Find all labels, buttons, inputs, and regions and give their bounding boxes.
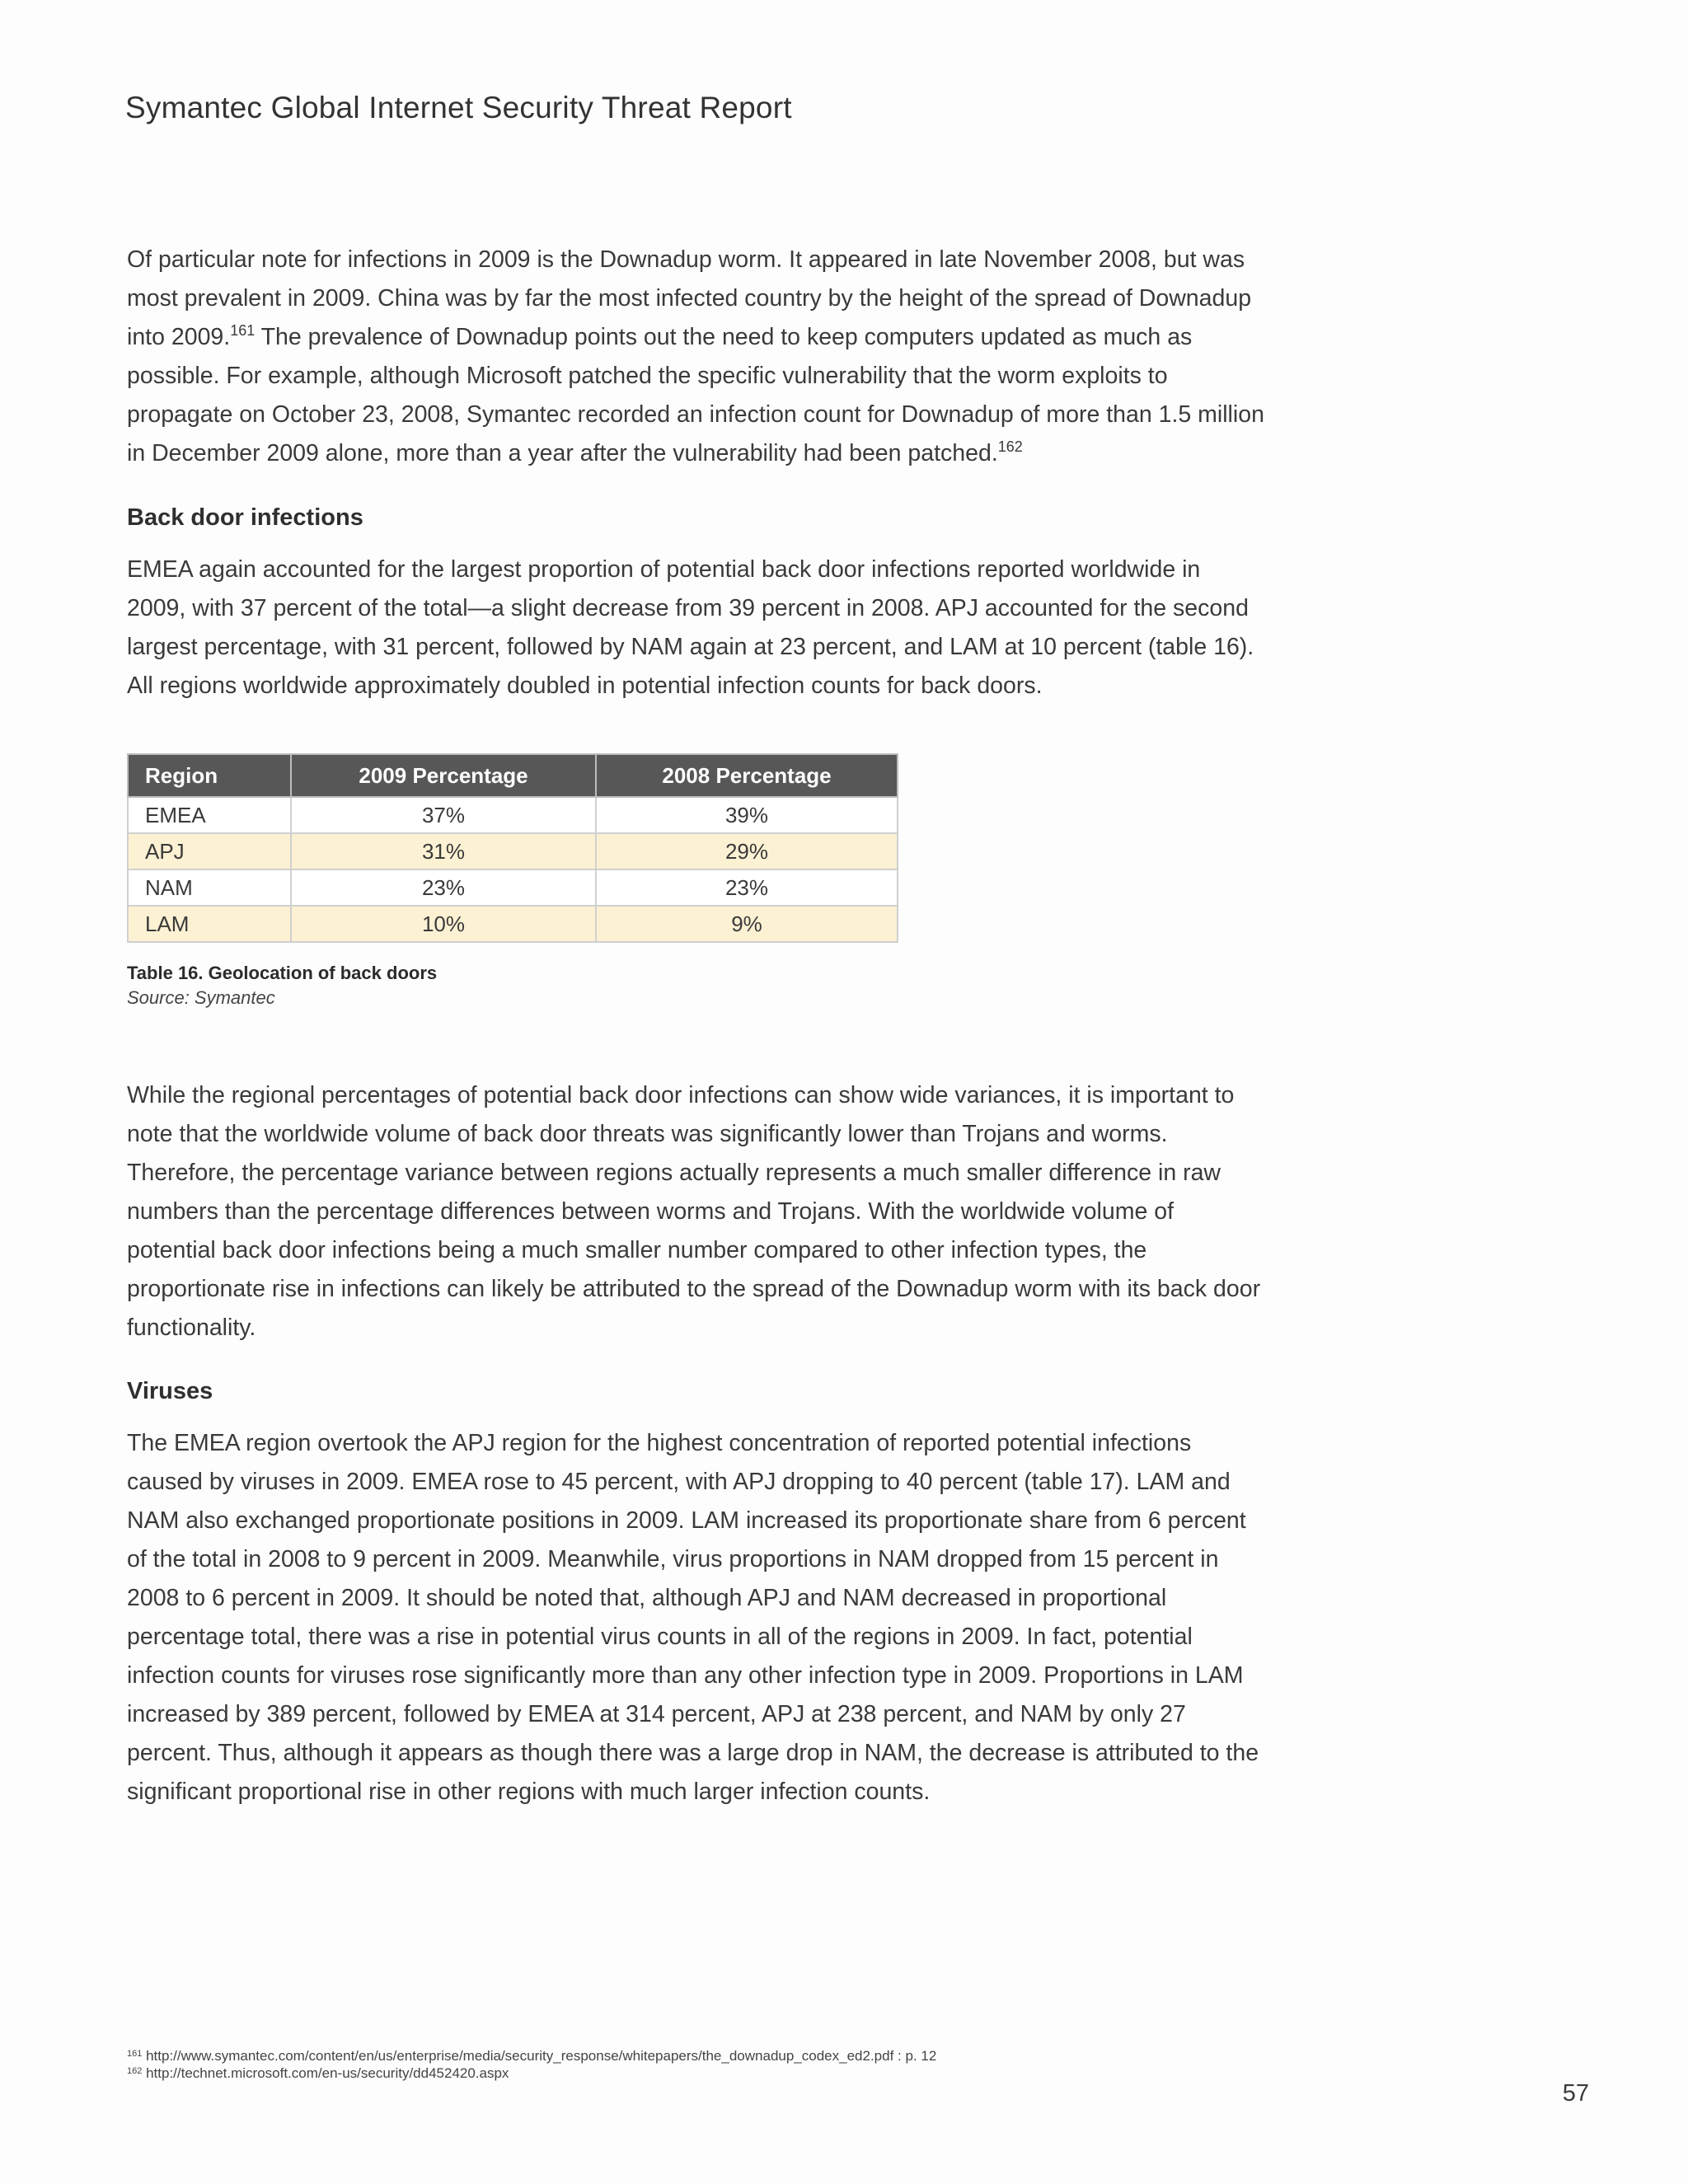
footnote-link[interactable]: http://www.symantec.com/content/en/us/enterprise/media/security_response/whitepapers/the_downadup_codex_ed2.pdf : p. 12 [146,2048,937,2064]
footnote-ref-162[interactable]: 162 [997,438,1023,455]
cell-2009: 37% [291,797,596,833]
paragraph-viruses: The EMEA region overtook the APJ region for the highest concentration of reported potential infections caused by viruses in 2009. EMEA rose to 45 percent, with APJ dropping to 40 percent (table 17). LAM and NAM also exchanged proportionate positions in 2009. LAM increased its proportionate share from 6 percent of the total in 2008 to 9 percent in 2009. Meanwhile, virus proportions in NAM dropped from 15 percent in 2008 to 6 percent in 2009. It should be noted that, although APJ and NAM decreased in proportional percentage total, there was a rise in potential virus counts in all of the regions in 2009. In fact, potential infection counts for viruses rose significantly more than any other infection type in 2009. Proportions in LAM increased by 389 percent, followed by EMEA at 314 percent, APJ at 238 percent, and NAM by only 27 percent. Thus, although it appears as though there was a large drop in NAM, the decrease is attributed to the significant proportional rise in other regions with much larger infection counts. [127,1430,1259,1805]
footnote-number: 161 [127,2049,143,2059]
cell-2009: 31% [291,833,596,869]
cell-region: LAM [128,906,291,942]
table-row [128,869,898,906]
table-row [128,906,898,942]
table-row [128,833,898,869]
cell-region: EMEA [128,797,291,833]
page-header-title: Symantec Global Internet Security Threat Report [125,91,792,124]
footnote-162 [127,2064,936,2082]
column-header-region: Region [128,754,291,797]
cell-region: NAM [128,869,291,906]
page-number: 57 [1562,2080,1589,2107]
paragraph-back-door: EMEA again accounted for the largest proportion of potential back door infections reported worldwide in 2009, with 37 percent of the total—a slight decrease from 39 percent in 2008. APJ accounted for the second largest percentage, with 31 percent, followed by NAM again at 23 percent, and LAM at 10 percent (table 16). All regions worldwide approximately doubled in potential infection counts for back doors. [127,556,1254,699]
column-header-2009: 2009 Percentage [291,754,596,797]
footnotes [127,2047,936,2082]
cell-2008: 29% [596,833,898,869]
back-door-geolocation-table [127,753,898,943]
cell-2009: 10% [291,906,596,942]
cell-2008: 23% [596,869,898,906]
paragraph-downadup [127,241,1264,473]
cell-region: APJ [128,833,291,869]
cell-2009: 23% [291,869,596,906]
column-header-2008: 2008 Percentage [596,754,898,797]
paragraph-regional-variance: While the regional percentages of potential back door infections can show wide variances, it is important to note that the worldwide volume of back door threats was significantly lower than Trojans and worms. Therefore, the percentage variance between regions actually represents a much smaller difference in raw numbers than the percentage differences between worms and Trojans. With the worldwide volume of potential back door infections being a much smaller number compared to other infection types, the proportionate rise in infections can likely be attributed to the spread of the Downadup worm with its back door functionality. [127,1082,1261,1341]
table-header-row [128,754,898,797]
cell-2008: 39% [596,797,898,833]
footnote-link[interactable]: http://technet.microsoft.com/en-us/security/dd452420.aspx [146,2065,509,2081]
paragraph-text: The prevalence of Downadup points out the need to keep computers updated as much as possible. For example, although Microsoft patched the specific vulnerability that the worm exploits to propagate on October 23, 2008, Symantec recorded an infection count for Downadup of more than 1.5 million in December 2009 alone, more than a year after the vulnerability had been patched. [127,324,1264,466]
footnote-number: 162 [127,2066,143,2076]
section-heading-back-door: Back door infections [127,504,363,531]
table-caption: Table 16. Geolocation of back doors [127,963,438,983]
footnote-ref-161[interactable]: 161 [230,322,256,339]
paragraph-text: Of particular note for infections in 2009 is the Downadup worm. It appeared in late November 2008, but was most prevalent in 2009. China was by far the most infected country by the height of the spread of Downadup into 2009. [127,246,1252,350]
footnote-161 [127,2047,936,2064]
table-source: Source: Symantec [127,987,275,1008]
cell-2008: 9% [596,906,898,942]
section-heading-viruses: Viruses [127,1378,213,1404]
table-row [128,797,898,833]
